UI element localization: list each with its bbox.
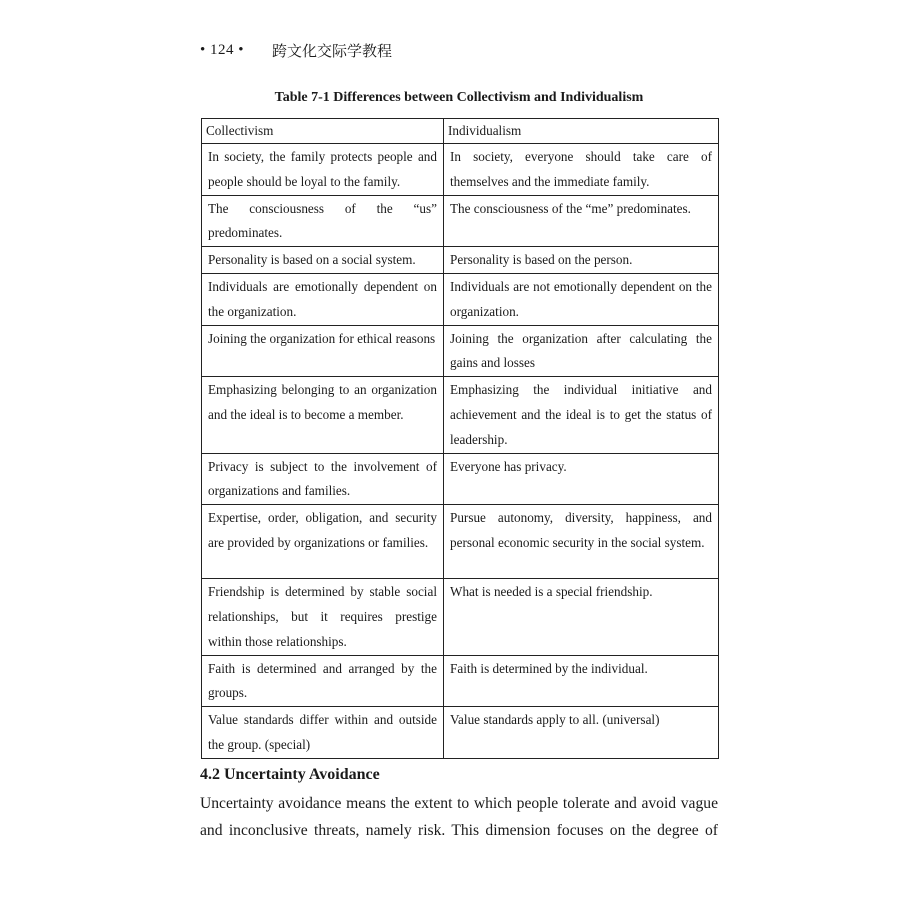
page-number: • 124 • — [200, 42, 245, 58]
column-header-individualism: Individualism — [444, 119, 719, 144]
table-row — [202, 273, 719, 325]
table-cell: What is needed is a special friendship. — [444, 579, 719, 655]
table-cell: Individuals are not emotionally dependent on the organization. — [444, 273, 719, 325]
table-row — [202, 453, 719, 505]
table-row — [202, 579, 719, 655]
table-caption: Table 7-1 Differences between Collectivism and Individualism — [274, 90, 644, 105]
table-cell: Joining the organization after calculating the gains and losses — [444, 325, 719, 377]
column-header-collectivism: Collectivism — [202, 119, 444, 144]
table-cell: Value standards differ within and outside the group. (special) — [202, 707, 444, 759]
table-cell: Personality is based on a social system. — [202, 247, 444, 274]
table-cell: Faith is determined and arranged by the groups. — [202, 655, 444, 707]
table-cell: The consciousness of the “me” predominates. — [444, 195, 719, 247]
running-header — [200, 40, 392, 61]
comparison-table — [201, 118, 719, 759]
table-header-row — [202, 119, 719, 144]
table-cell: Emphasizing belonging to an organization and the ideal is to become a member. — [202, 377, 444, 453]
table-cell: Individuals are emotionally dependent on the organization. — [202, 273, 444, 325]
table-cell: Everyone has privacy. — [444, 453, 719, 505]
table-cell: Pursue autonomy, diversity, happiness, and personal economic security in the social system. — [444, 505, 719, 579]
table-row — [202, 655, 719, 707]
table-cell: Privacy is subject to the involvement of organizations and families. — [202, 453, 444, 505]
table-cell: In society, the family protects people and people should be loyal to the family. — [202, 144, 444, 196]
table-cell: The consciousness of the “us” predominates. — [202, 195, 444, 247]
book-title: 跨文化交际学教程 — [272, 42, 393, 60]
table-cell: Friendship is determined by stable social relationships, but it requires prestige within those relationships. — [202, 579, 444, 655]
table-row — [202, 325, 719, 377]
table-row — [202, 707, 719, 759]
table-row — [202, 505, 719, 579]
body-paragraph: Uncertainty avoidance means the extent to which people tolerate and avoid vague and inconclusive threats, namely risk. This dimension focuses on the degree of — [200, 795, 718, 839]
table-row — [202, 144, 719, 196]
table-cell: Emphasizing the individual initiative and achievement and the ideal is to get the status of leadership. — [444, 377, 719, 453]
table-cell: Personality is based on the person. — [444, 247, 719, 274]
table-row — [202, 247, 719, 274]
table-cell: Value standards apply to all. (universal) — [444, 707, 719, 759]
table-cell: Joining the organization for ethical reasons — [202, 325, 444, 377]
section-heading: 4.2 Uncertainty Avoidance — [200, 766, 380, 783]
table-row — [202, 377, 719, 453]
table-cell: Expertise, order, obligation, and security are provided by organizations or families. — [202, 505, 444, 579]
table-cell: Faith is determined by the individual. — [444, 655, 719, 707]
table-row — [202, 195, 719, 247]
table-cell: In society, everyone should take care of themselves and the immediate family. — [444, 144, 719, 196]
